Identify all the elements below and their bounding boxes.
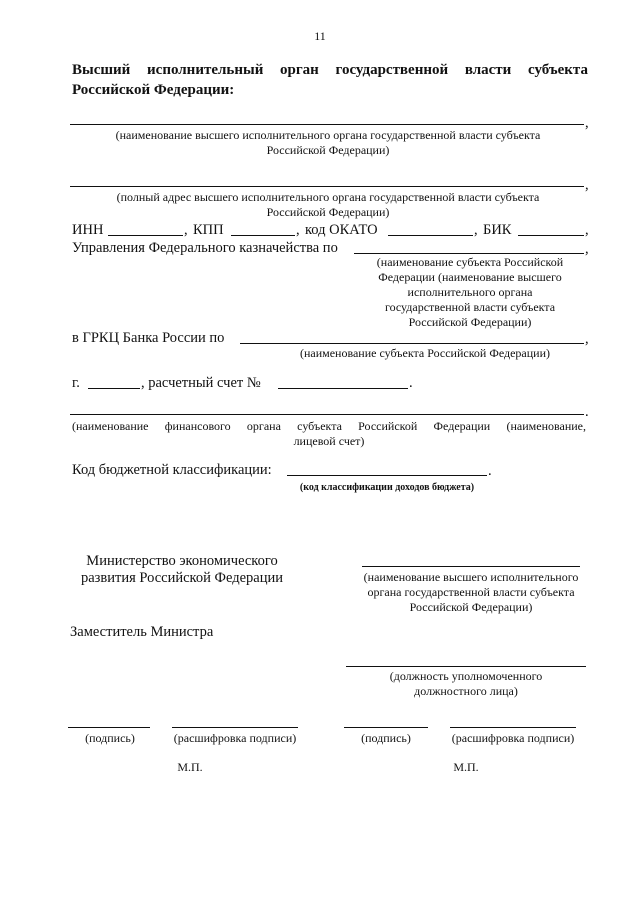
right-decode-caption: (расшифровка подписи)	[451, 731, 575, 745]
kbk-caption: (код классификации доходов бюджета)	[299, 482, 475, 493]
position-caption-line: должностного лица)	[414, 684, 518, 698]
address-field-comma: ,	[585, 177, 589, 193]
position-caption	[346, 669, 586, 699]
treasury-field-line[interactable]	[354, 253, 584, 254]
treasury-label: Управления Федерального казначейства по	[72, 240, 338, 256]
treasury-caption-line: Российской Федерации)	[408, 315, 532, 329]
city-label: г.	[72, 375, 80, 391]
kpp-field-line[interactable]	[231, 235, 295, 236]
right-decode-line[interactable]	[450, 727, 576, 728]
left-decode-caption: (расшифровка подписи)	[173, 731, 297, 745]
finance-caption-line-1: (наименование финансового органа субъекта Российской Федерации (наименование,	[72, 419, 586, 433]
form-title	[72, 60, 588, 100]
bik-label: БИК	[483, 222, 512, 238]
page-number: 11	[314, 29, 326, 43]
right-organ-caption-line: Российской Федерации)	[409, 600, 533, 614]
okato-comma: ,	[474, 222, 478, 238]
name-field-comma: ,	[585, 115, 589, 131]
kbk-label: Код бюджетной классификации:	[72, 462, 272, 478]
right-organ-caption	[340, 570, 602, 615]
grkc-comma: ,	[585, 331, 589, 347]
grkc-field-line[interactable]	[240, 343, 584, 344]
name-field-caption-line-2: Российской Федерации)	[266, 143, 390, 157]
form-title-line-1: Высший исполнительный орган государственной власти субъекта	[72, 62, 588, 78]
treasury-caption-line: исполнительного органа	[407, 285, 533, 299]
bik-field-line[interactable]	[518, 235, 584, 236]
treasury-caption	[342, 255, 598, 330]
grkc-label: в ГРКЦ Банка России по	[72, 330, 225, 346]
treasury-caption-line: государственной власти субъекта	[384, 300, 556, 314]
right-signature-caption: (подпись)	[361, 731, 411, 745]
right-organ-caption-line: (наименование высшего исполнительного	[363, 570, 579, 584]
city-field-line[interactable]	[88, 388, 140, 389]
left-seal-mark: М.П.	[177, 760, 203, 774]
okato-label: код ОКАТО	[305, 222, 378, 238]
treasury-caption-line: Федерации (наименование высшего	[378, 270, 562, 284]
address-field-caption-line-2: Российской Федерации)	[266, 205, 390, 219]
account-label: , расчетный счет №	[141, 375, 261, 391]
name-field-caption-line-1: (наименование высшего исполнительного органа государственной власти субъекта	[115, 128, 541, 142]
left-decode-line[interactable]	[172, 727, 298, 728]
ministry-line-2: развития Российской Федерации	[81, 570, 283, 586]
position-caption-line: (должность уполномоченного	[389, 669, 543, 683]
finance-field-line[interactable]	[70, 414, 584, 415]
kpp-comma: ,	[296, 222, 300, 238]
left-signature-caption: (подпись)	[85, 731, 135, 745]
address-field-line[interactable]	[70, 186, 584, 187]
inn-label: ИНН	[72, 222, 104, 238]
finance-caption	[72, 419, 586, 449]
deputy-minister-label: Заместитель Министра	[70, 624, 214, 640]
name-field-caption	[70, 128, 586, 158]
kbk-field-line[interactable]	[287, 475, 487, 476]
finance-caption-line-2: лицевой счет)	[293, 434, 365, 448]
grkc-caption: (наименование субъекта Российской Федерации)	[299, 346, 551, 360]
right-seal-mark: М.П.	[453, 760, 479, 774]
treasury-comma: ,	[585, 241, 589, 257]
left-signature-line[interactable]	[68, 727, 150, 728]
position-field-line[interactable]	[346, 666, 586, 667]
okato-field-line[interactable]	[388, 235, 473, 236]
kpp-label: КПП	[193, 222, 224, 238]
finance-period: .	[585, 404, 589, 420]
right-organ-caption-line: органа государственной власти субъекта	[367, 585, 575, 599]
form-title-line-2: Российской Федерации:	[72, 82, 235, 98]
right-signature-line[interactable]	[344, 727, 428, 728]
address-field-caption	[70, 190, 586, 220]
right-organ-field-line[interactable]	[362, 566, 580, 567]
address-field-caption-line-1: (полный адрес высшего исполнительного органа государственной власти субъекта	[116, 190, 540, 204]
bik-comma: ,	[585, 222, 589, 238]
treasury-caption-line: (наименование субъекта Российской	[376, 255, 564, 269]
inn-comma: ,	[184, 222, 188, 238]
ministry-line-1: Министерство экономического	[86, 553, 278, 569]
name-field-line[interactable]	[70, 124, 584, 125]
account-period: .	[409, 375, 413, 391]
account-field-line[interactable]	[278, 388, 408, 389]
kbk-period: .	[488, 463, 492, 479]
inn-field-line[interactable]	[108, 235, 183, 236]
